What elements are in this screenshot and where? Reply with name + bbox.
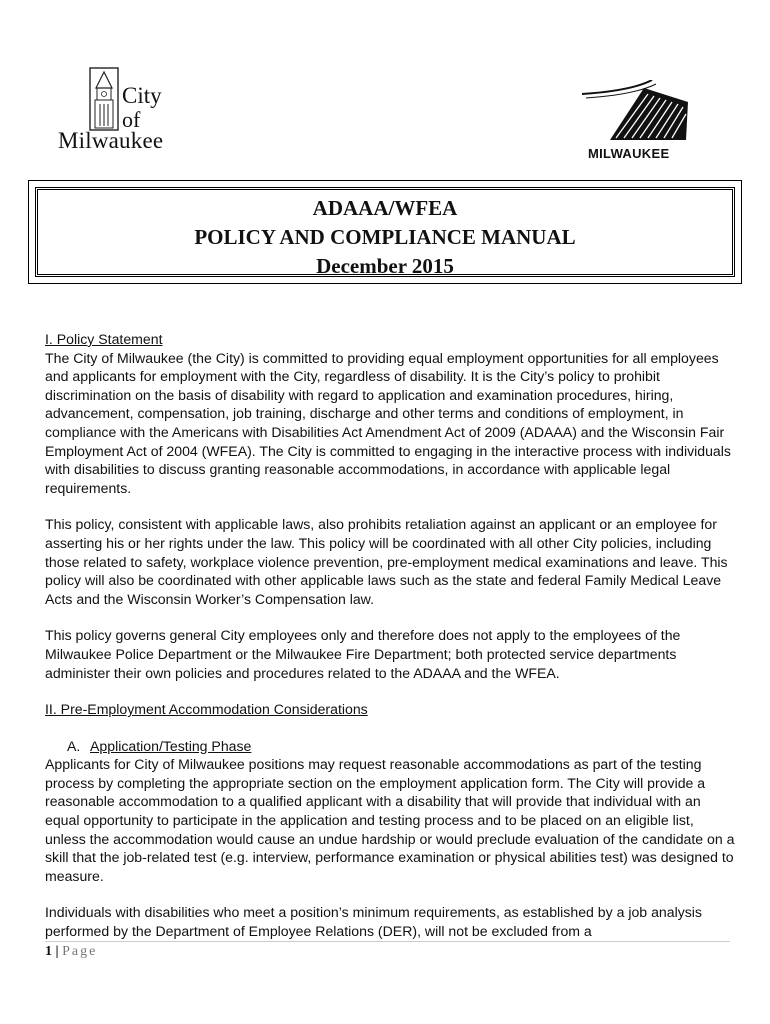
page-separator: | bbox=[52, 944, 63, 959]
paragraph: This policy governs general City employees only and therefore does not apply to the employees of the Milwaukee Police Department or the Milwaukee Fire Department; both protected service departments administer their own policies and procedures related to the ADAAA and the WFEA. bbox=[45, 627, 681, 681]
footer-divider bbox=[45, 941, 730, 942]
city-hall-icon bbox=[86, 66, 122, 132]
title-line-2: POLICY AND COMPLIANCE MANUAL bbox=[194, 225, 576, 249]
title-line-3: December 2015 bbox=[316, 254, 454, 278]
subsection-heading bbox=[45, 737, 735, 756]
museum-wing-icon bbox=[582, 80, 692, 146]
page-footer bbox=[45, 944, 97, 960]
page-label: Page bbox=[62, 944, 98, 959]
logo-text-milwaukee-museum: MILWAUKEE bbox=[588, 146, 670, 161]
subsection-title: Application/Testing Phase bbox=[90, 737, 252, 754]
milwaukee-art-museum-logo bbox=[582, 80, 702, 160]
section-heading-pre-employment: II. Pre-Employment Accommodation Considerations bbox=[45, 701, 368, 718]
logo-text-city: City bbox=[122, 83, 162, 108]
city-of-milwaukee-logo bbox=[58, 62, 178, 154]
document-body bbox=[45, 330, 735, 959]
logo-text-milwaukee: Milwaukee bbox=[58, 128, 164, 153]
paragraph: Individuals with disabilities who meet a position’s minimum requirements, as established by a job analysis performed by the Department of Employee Relations (DER), will not be excluded from a bbox=[45, 904, 702, 940]
paragraph: This policy, consistent with applicable laws, also prohibits retaliation against an applicant or an employee for asserting his or her rights under the law. This policy will be coordinated with all other City policies, including those related to safety, workplace violence prevention, pre-employment medical examinations and leave. This policy will also be coordinated with other applicable laws such as the state and federal Family Medical Leave Acts and the Wisconsin Worker’s Compensation law. bbox=[45, 516, 728, 607]
subsection-letter: A. bbox=[67, 737, 81, 754]
logo-text-of: of bbox=[122, 107, 141, 132]
document-title bbox=[29, 194, 741, 281]
title-line-1: ADAAA/WFEA bbox=[312, 196, 458, 220]
section-heading-policy-statement: I. Policy Statement bbox=[45, 331, 163, 347]
title-box bbox=[28, 180, 742, 284]
paragraph: Applicants for City of Milwaukee positions may request reasonable accommodations as part of the testing process by completing the appropriate section on the employment application form. The City will provide a reasonable accommodation to a qualified applicant with a disability that will provide that individual with an equal opportunity to participate in the application and testing process and to be placed on an eligible list, unless the accommodation would cause an undue hardship or would preclude evaluation of the candidate on a skill that the job-related test (e.g. interview, performance examination or physical abilities test) was designed to measure. bbox=[45, 756, 735, 884]
page-number: 1 bbox=[45, 944, 52, 959]
paragraph: The City of Milwaukee (the City) is committed to providing equal employment opportunities for all employees and applicants for employment with the City, regardless of disability. It is the City’s policy to prohibit discrimination on the basis of disability with regard to application and examination procedures, hiring, advancement, compensation, job training, discharge and other terms and conditions of employment, in compliance with the Americans with Disabilities Act Amendment Act of 2009 (ADAAA) and the Wisconsin Fair Employment Act of 2004 (WFEA). The City is committed to engaging in the interactive process with individuals with disabilities to discuss granting reasonable accommodations, in accordance with applicable legal requirements. bbox=[45, 349, 731, 496]
